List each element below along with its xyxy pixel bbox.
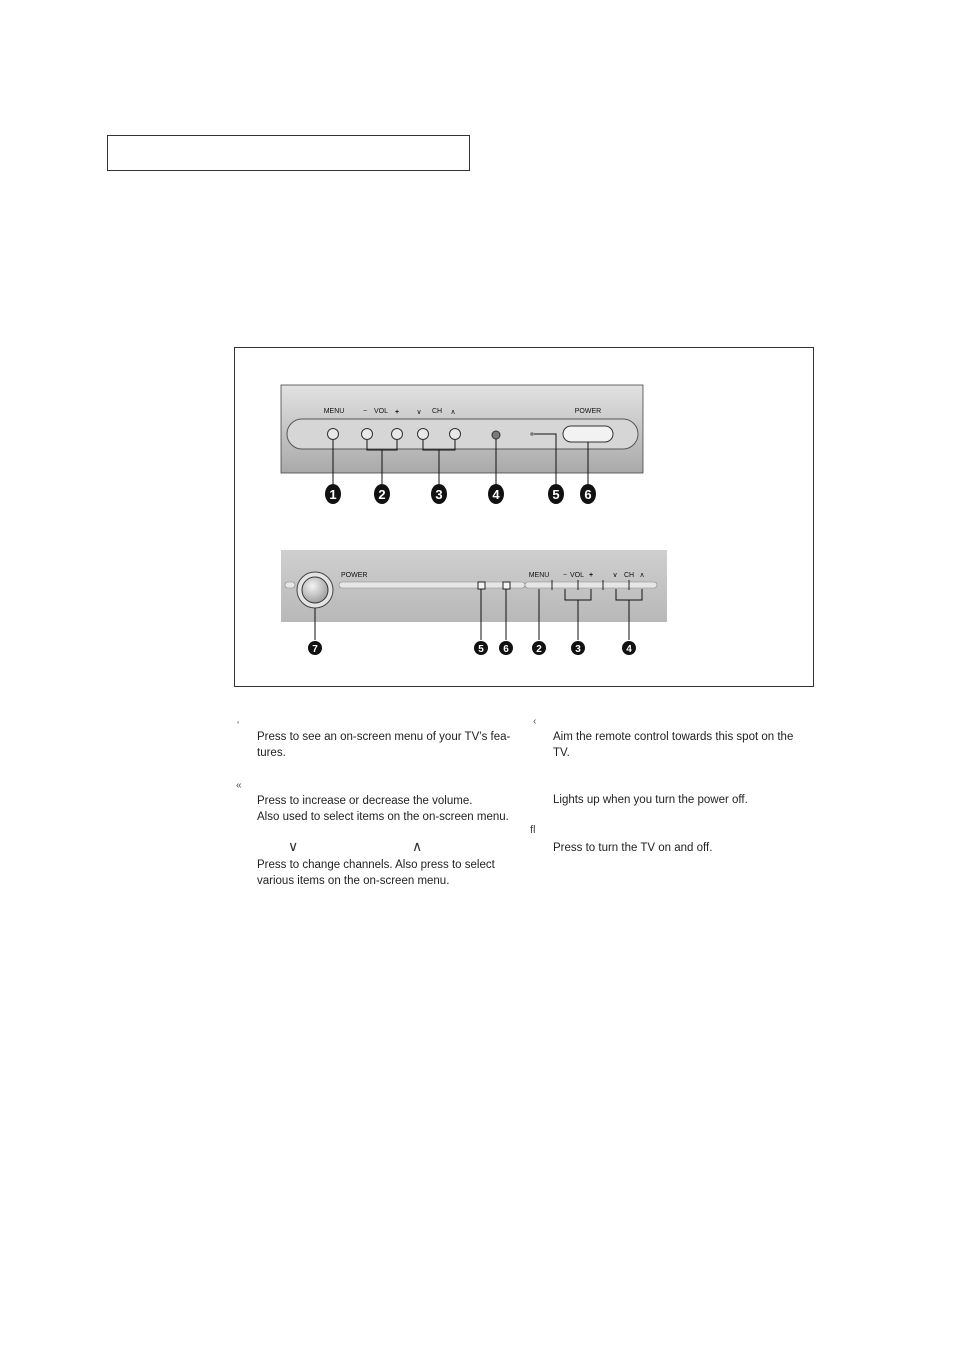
- callout-badge: [431, 484, 447, 504]
- panel-a-callouts: [325, 484, 596, 504]
- desc-line: Press to increase or decrease the volume.: [257, 795, 473, 807]
- ch-up-symbol: ∧: [412, 838, 423, 854]
- panel-b-vol-label: VOL: [569, 572, 585, 579]
- desc-line: tures.: [257, 747, 286, 759]
- panel-b-vol-plus-label: +: [588, 572, 594, 579]
- desc-line: Press to turn the TV on and off.: [553, 842, 713, 854]
- panel-b-vol-plus-button[interactable]: [579, 581, 602, 589]
- desc-line: TV.: [553, 747, 570, 759]
- callout-number: 4: [626, 644, 632, 655]
- desc-line: Press to change channels. Also press to select: [257, 859, 495, 871]
- desc-marker: ﬂ: [530, 824, 536, 836]
- panel-a-menu-label: MENU: [323, 408, 345, 415]
- panel-b-indicator-led: [503, 582, 510, 589]
- callout-number: 6: [503, 644, 509, 655]
- panel-a-vol-plus-label: +: [394, 409, 400, 416]
- panel-b-ch-down-button[interactable]: [604, 581, 628, 589]
- callout-badge: [571, 641, 585, 655]
- desc-line: Lights up when you turn the power off.: [553, 794, 748, 806]
- callout-number: 2: [536, 644, 542, 655]
- desc-marker: ‹: [533, 716, 537, 727]
- panel-a-ch-down-button[interactable]: [418, 429, 429, 440]
- panel-a-power-label: POWER: [574, 408, 602, 415]
- callout-number: 4: [492, 487, 500, 502]
- callout-badge: [532, 641, 546, 655]
- panel-b-vol-minus-label: −: [562, 572, 568, 579]
- panel-b-ch-label: CH: [623, 572, 635, 579]
- callout-badge: [325, 484, 341, 504]
- callout-number: 2: [378, 487, 386, 502]
- panel-b-ch-up-label: ∧: [639, 572, 645, 579]
- callout-badge: [474, 641, 488, 655]
- panel-b-menu-label: MENU: [528, 572, 550, 579]
- desc-volume: [257, 793, 509, 825]
- desc-line: various items on the on-screen menu.: [257, 875, 450, 887]
- desc-channel: [257, 857, 495, 889]
- callout-number: 6: [584, 487, 592, 502]
- panel-a-ch-label: CH: [431, 408, 443, 415]
- panel-a-indicator-led: [530, 432, 534, 436]
- desc-line: Also used to select items on the on-screen menu.: [257, 811, 509, 823]
- panel-b-vol-minus-button[interactable]: [553, 581, 577, 589]
- panel-b-remote-sensor: [478, 582, 485, 589]
- panel-a-ch-up-label: ∧: [450, 409, 456, 416]
- desc-line: Press to see an on-screen menu of your TV’s fea-: [257, 731, 511, 743]
- callout-badge: [622, 641, 636, 655]
- desc-menu: [257, 729, 510, 761]
- panel-a-ch-up-button[interactable]: [450, 429, 461, 440]
- panel-b-power-knob[interactable]: [302, 577, 328, 603]
- front-panel-diagram: [235, 348, 815, 688]
- callout-number: 1: [329, 487, 337, 502]
- callout-badge: [548, 484, 564, 504]
- panel-b: [281, 550, 667, 655]
- panel-a-vol-label: VOL: [373, 408, 389, 415]
- panel-a-menu-button[interactable]: [328, 429, 339, 440]
- section-title-box: [107, 135, 470, 171]
- panel-a-vol-minus-label: −: [362, 408, 368, 415]
- panel-b-callouts: [308, 641, 636, 655]
- callout-number: 7: [312, 644, 318, 655]
- panel-a: [281, 385, 643, 504]
- ch-down-symbol: ∨: [288, 838, 299, 854]
- callout-number: 5: [478, 644, 484, 655]
- callout-number: 3: [575, 644, 581, 655]
- desc-power: [553, 840, 712, 856]
- callout-badge: [499, 641, 513, 655]
- desc-marker: ‘: [237, 720, 240, 731]
- desc-line: Aim the remote control towards this spot on the: [553, 731, 794, 743]
- panel-a-power-button[interactable]: [563, 426, 613, 442]
- panel-b-menu-button[interactable]: [527, 581, 551, 589]
- desc-indicator: [553, 792, 748, 808]
- panel-b-power-label: POWER: [341, 572, 368, 579]
- figure-box: [234, 347, 814, 687]
- panel-b-power-groove: [339, 582, 525, 588]
- callout-badge: [488, 484, 504, 504]
- panel-a-vol-minus-button[interactable]: [362, 429, 373, 440]
- desc-marker: «: [236, 780, 242, 791]
- panel-a-vol-plus-button[interactable]: [392, 429, 403, 440]
- callout-badge: [580, 484, 596, 504]
- callout-badge: [374, 484, 390, 504]
- desc-remote-sensor: [553, 729, 793, 761]
- callout-number: 3: [435, 487, 443, 502]
- callout-badge: [308, 641, 322, 655]
- panel-b-ch-down-label: ∨: [612, 572, 618, 579]
- panel-b-edge-groove: [285, 582, 295, 588]
- panel-a-ch-down-label: ∨: [416, 409, 422, 416]
- panel-b-ch-up-button[interactable]: [630, 581, 654, 589]
- panel-a-remote-sensor: [492, 431, 500, 439]
- callout-number: 5: [552, 487, 560, 502]
